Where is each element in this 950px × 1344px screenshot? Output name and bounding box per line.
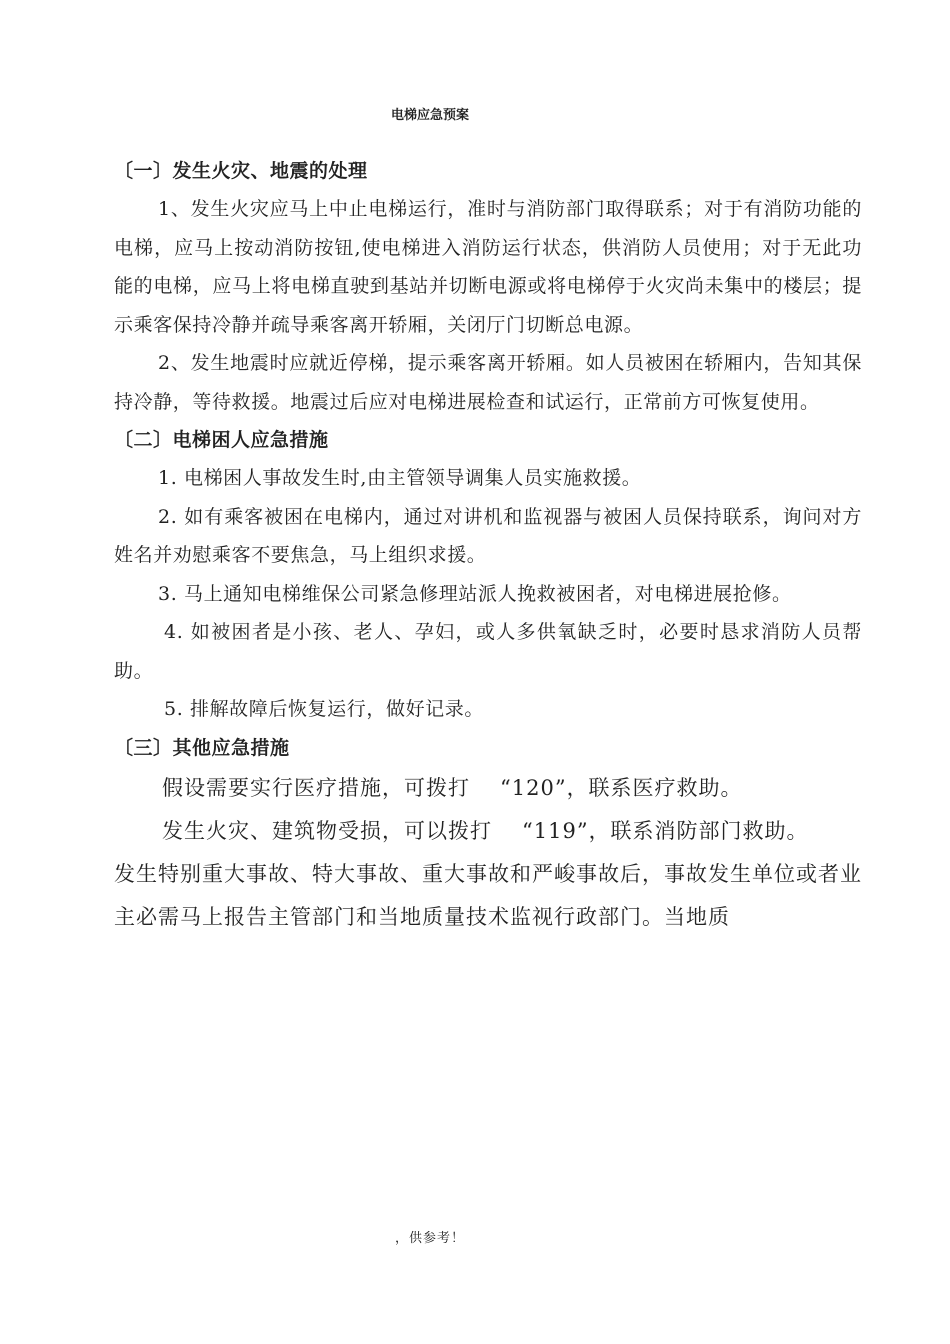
page-title: 电梯应急预案 <box>390 108 469 123</box>
page-footer: ，供参考！ <box>394 1231 465 1246</box>
medical-number: “120” <box>500 775 567 800</box>
list-item-trapped-5: 5. 排解故障后恢复运行，做好记录。 <box>164 698 484 720</box>
fire-text-before: 发生火灾、建筑物受损，可以拨打 <box>162 818 492 843</box>
paragraph-earthquake: 2、发生地震时应就近停梯，提示乘客离开轿厢。如人员被困在轿厢内，告知其保持冷静，等待救援。地震过后应对电梯进展检查和试运行，正常前方可恢复使用。 <box>114 352 862 413</box>
paragraph-major-accident: 发生特别重大事故、特大事故、重大事故和严峻事故后，事故发生单位或者业主必需马上报告主管部门和当地质量技术监视行政部门。当地质 <box>114 861 862 929</box>
section-heading-fire-earthquake: 〔一〕发生火灾、地震的处理 <box>114 160 368 182</box>
section-heading-other: 〔三〕其他应急措施 <box>114 736 290 759</box>
list-item-trapped-4: 4. 如被困者是小孩、老人、孕妇，或人多供氧缺乏时，必要时恳求消防人员帮助。 <box>114 621 862 682</box>
list-item-trapped-1: 1. 电梯困人事故发生时,由主管领导调集人员实施救援。 <box>158 467 642 489</box>
document-body <box>114 152 862 939</box>
list-item-trapped-3: 3. 马上通知电梯维保公司紧急修理站派人挽救被困者，对电梯进展抢修。 <box>158 582 792 605</box>
medical-text-after: ，联系医疗救助。 <box>566 775 743 800</box>
section-heading-trapped: 〔二〕电梯困人应急措施 <box>114 429 329 451</box>
paragraph-medical <box>114 767 862 810</box>
paragraph-fire: 1、发生火灾应马上中止电梯运行，准时与消防部门取得联系；对于有消防功能的电梯，应马上按动消防按钮,使电梯进入消防运行状态，供消防人员使用；对于无此功能的电梯，应马上将电梯直驶到基站并切断电源或将电梯停于火灾尚未集中的楼层；提示乘客保持冷静并疏导乘客离开轿厢，关闭厅门切断总电源。 <box>114 198 862 336</box>
medical-text-before: 假设需要实行医疗措施，可拨打 <box>162 775 470 800</box>
fire-number: “119” <box>522 818 589 843</box>
fire-text-after: ，联系消防部门救助。 <box>588 818 809 843</box>
paragraph-fire-call <box>114 810 862 853</box>
list-item-trapped-2: 2. 如有乘客被困在电梯内，通过对讲机和监视器与被困人员保持联系，询问对方姓名并劝慰乘客不要焦急，马上组织求援。 <box>114 505 862 566</box>
